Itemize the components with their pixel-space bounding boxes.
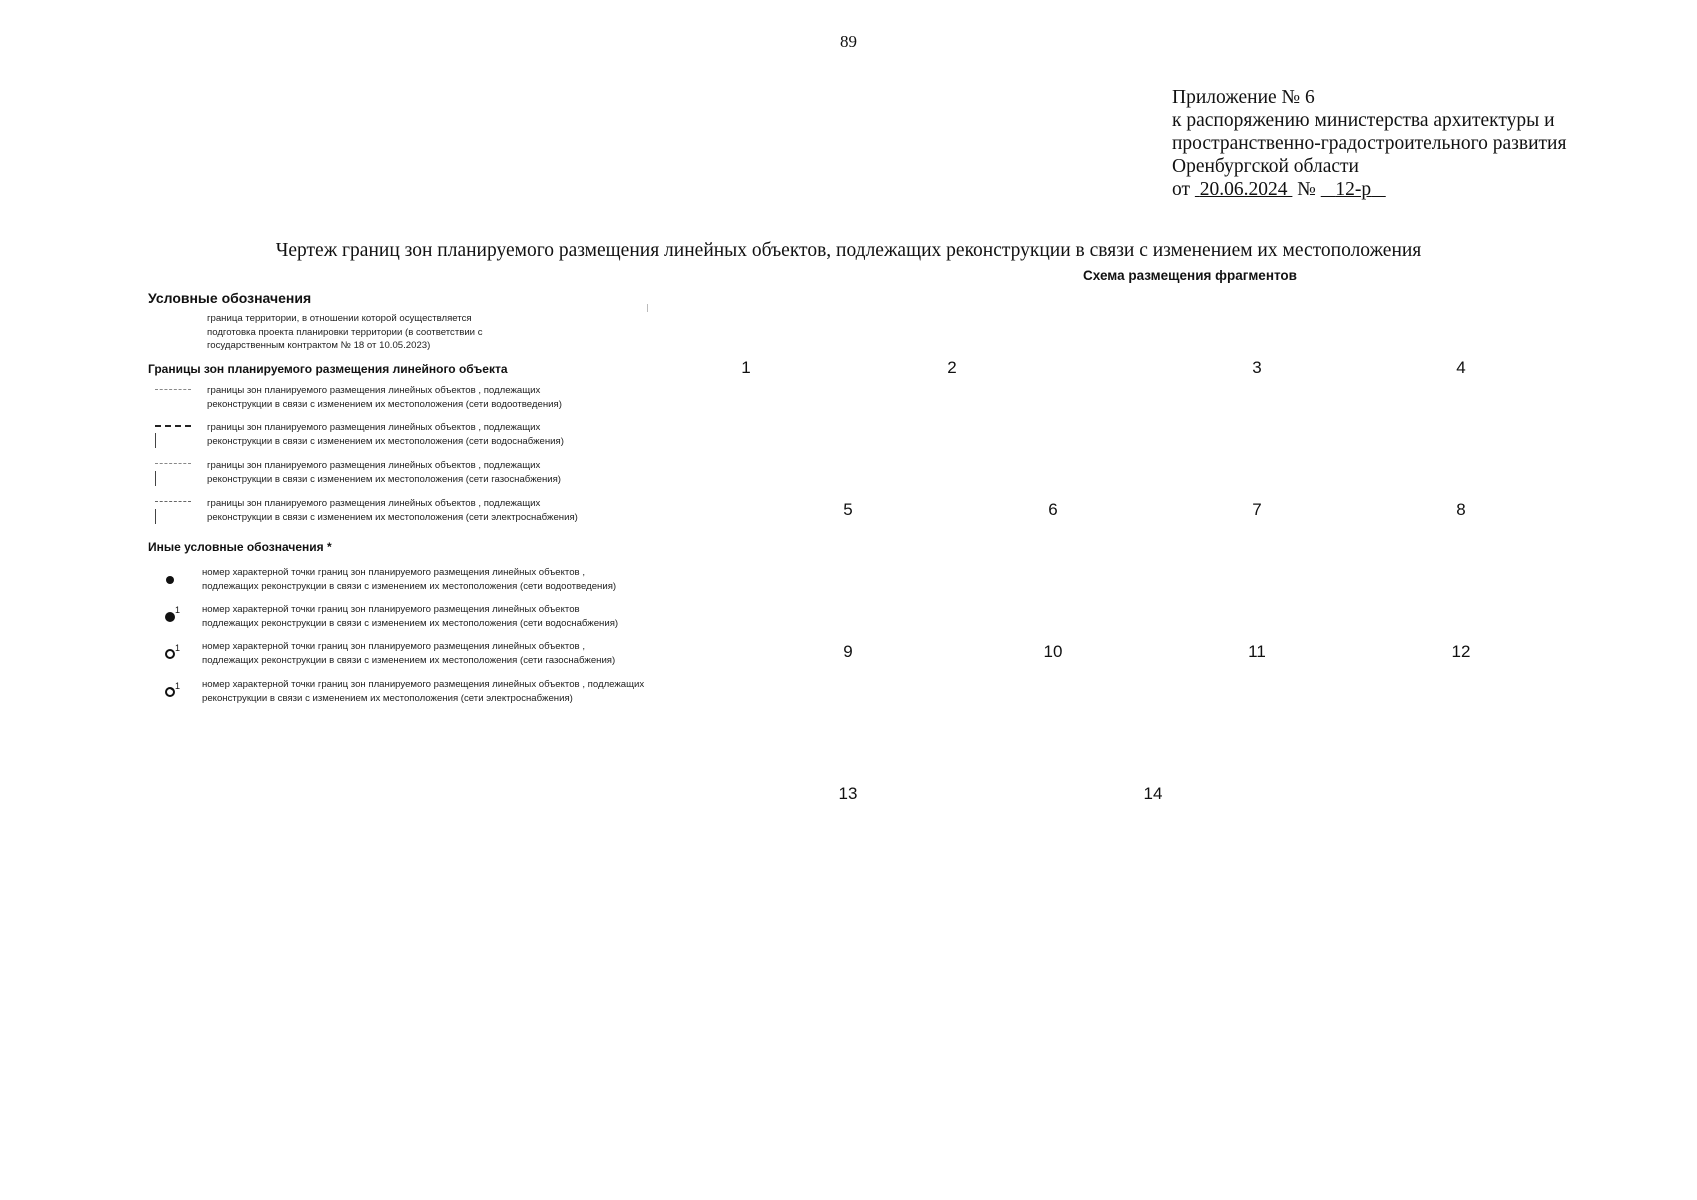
fragment-12: 12 [1451, 642, 1471, 661]
fragment-8: 8 [1456, 500, 1466, 519]
zones-section-title: Границы зон планируемого размещения линейного объекта [148, 362, 508, 376]
territory-mark [647, 304, 648, 312]
zone-line-water-supply-tick [155, 433, 156, 448]
annex-line-3: пространственно-градостроительного развития [1172, 133, 1567, 154]
zone-line-water-supply-symbol [155, 425, 191, 427]
point-water-supply-icon: 1 [163, 605, 183, 630]
point-electric-icon: 1 [163, 681, 183, 706]
number-prefix: № [1297, 179, 1316, 200]
zone-line-electric-tick [155, 509, 156, 524]
zone-line-wastewater-symbol [155, 389, 191, 390]
annex-date-line [1172, 178, 1566, 201]
zone-item-electric: границы зон планируемого размещения линейных объектов , подлежащих реконструкции в связи с изменением их местоположения (сети электроснабжения) [207, 498, 578, 523]
other-section-title: Иные условные обозначения * [148, 540, 332, 554]
annex-line-1: Приложение № 6 [1172, 87, 1315, 108]
point-gas-icon: 1 [163, 643, 183, 668]
fragment-7: 7 [1252, 500, 1262, 519]
fragment-6: 6 [1048, 500, 1058, 519]
fragment-9: 9 [843, 642, 853, 661]
scheme-title: Схема размещения фрагментов [1083, 268, 1297, 283]
page-number: 89 [840, 32, 857, 51]
fragment-11: 11 [1248, 642, 1266, 661]
date-prefix: от [1172, 179, 1191, 200]
main-title: Чертеж границ зон планируемого размещения линейных объектов, подлежащих реконструкции в связи с изменением их местоположения [275, 240, 1422, 261]
annex-line-2: к распоряжению министерства архитектуры и [1172, 110, 1555, 131]
point-item-wastewater: номер характерной точки границ зон планируемого размещения линейных объектов , подлежащих реконструкции в связи с изменением их местоположения (сети водоотведения) [202, 567, 617, 592]
zone-item-water-supply: границы зон планируемого размещения линейных объектов , подлежащих реконструкции в связи с изменением их местоположения (сети водоснабжения) [207, 422, 564, 447]
fragment-3: 3 [1252, 358, 1262, 377]
zone-item-gas: границы зон планируемого размещения линейных объектов , подлежащих реконструкции в связи с изменением их местоположения (сети газоснабжения) [207, 460, 561, 485]
fragment-10: 10 [1043, 642, 1063, 661]
point-item-electric: номер характерной точки границ зон планируемого размещения линейных объектов , подлежащих реконструкции в связи с изменением их местоположения (сети электроснабжения) [202, 679, 645, 704]
zone-item-wastewater: границы зон планируемого размещения линейных объектов , подлежащих реконструкции в связи с изменением их местоположения (сети водоотведения) [207, 385, 562, 410]
fragment-1: 1 [741, 358, 751, 377]
annex-number: 12-р [1335, 179, 1372, 200]
annex-line-4: Оренбургской области [1172, 156, 1359, 177]
point-item-gas: номер характерной точки границ зон планируемого размещения линейных объектов , подлежащих реконструкции в связи с изменением их местоположения (сети газоснабжения) [202, 641, 616, 666]
fragment-4: 4 [1456, 358, 1466, 377]
zone-line-gas-symbol [155, 463, 191, 464]
fragment-14: 14 [1143, 784, 1163, 803]
annex-date: 20.06.2024 [1199, 179, 1288, 200]
legend-title: Условные обозначения [148, 290, 312, 306]
legend-territory-text: граница территории, в отношении которой осуществляется подготовка проекта планировки территории (в соответствии с государственным контрактом № 18 от 10.05.2023) [207, 313, 483, 351]
zone-line-electric-symbol [155, 501, 191, 502]
annex-block [1172, 86, 1566, 201]
fragment-5: 5 [843, 500, 853, 519]
point-item-water-supply: номер характерной точки границ зон планируемого размещения линейных объектов подлежащих реконструкции в связи с изменением их местоположения (сети водоснабжения) [202, 604, 619, 629]
fragment-2: 2 [947, 358, 957, 377]
fragment-13: 13 [838, 784, 858, 803]
zone-line-gas-tick [155, 471, 156, 486]
point-wastewater-icon [165, 572, 181, 591]
